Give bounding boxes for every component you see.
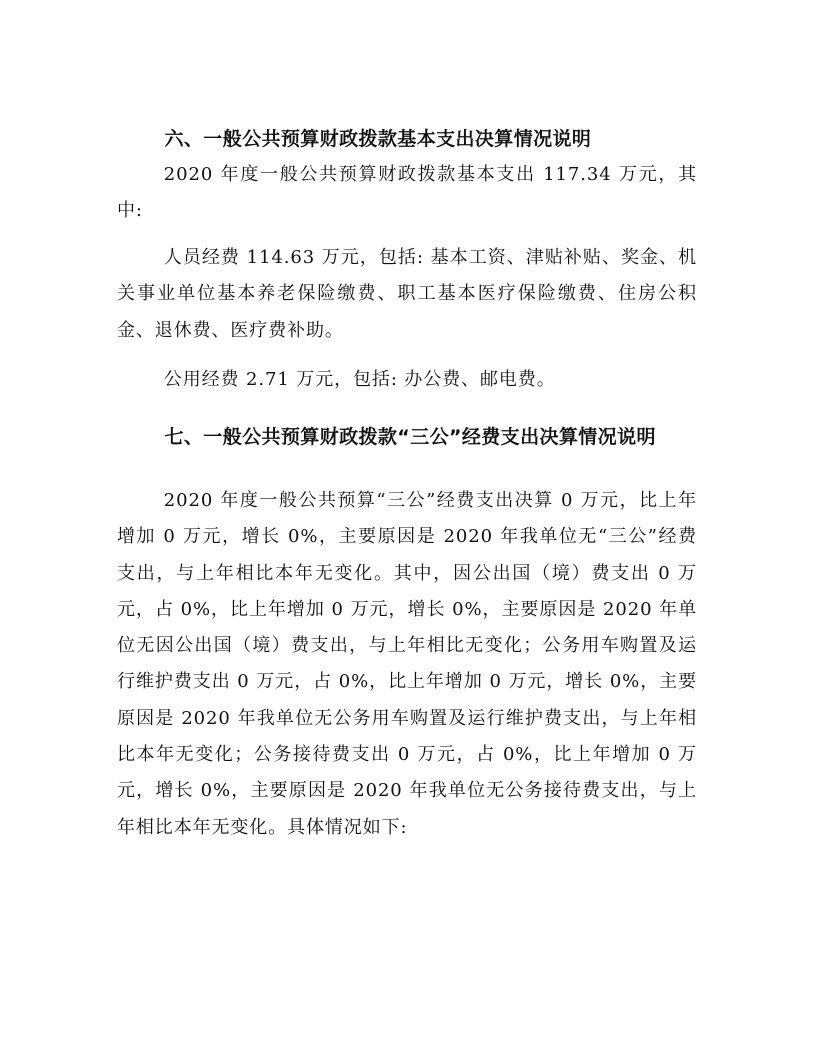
section-6-total-paragraph: 2020 年度一般公共预算财政拨款基本支出 117.34 万元，其中: xyxy=(117,164,697,222)
section-6-public-expense-paragraph: 公用经费 2.71 万元，包括: 办公费、邮电费。 xyxy=(163,369,556,390)
section-6-heading: 六、一般公共预算财政拨款基本支出决算情况说明 xyxy=(164,128,592,150)
section-7-paragraph: 2020 年度一般公共预算“三公”经费支出决算 0 万元，比上年增加 0 万元，增长 0%，主要原因是 2020 年我单位无“三公”经费支出，与上年相比本年无变化。其中，因公出国（境）费支出 0 万元，占 0%，比上年增加 0 万元，增长 0%，主要原因是 2020 年单位无因公出国（境）费支出，与上年相比无变化；公务用车购置及运行维护费支出 0 万元，占 0%，比上年增加 0 万元，增长 0%，主要原因是 2020 年我单位无公务用车购置及运行维护费支出，与上年相比本年无变化；公务接待费支出 0 万元，占 0%，比上年增加 0 万元，增长 0%，主要原因是 2020 年我单位无公务接待费支出，与上年相比本年无变化。具体情况如下: xyxy=(117,490,697,838)
section-6-personnel-paragraph: 人员经费 114.63 万元，包括: 基本工资、津贴补贴、奖金、机关事业单位基本养老保险缴费、职工基本医疗保险缴费、住房公积金、退休费、医疗费补助。 xyxy=(117,247,697,341)
section-7-heading: 七、一般公共预算财政拨款“三公”经费支出决算情况说明 xyxy=(164,426,656,448)
